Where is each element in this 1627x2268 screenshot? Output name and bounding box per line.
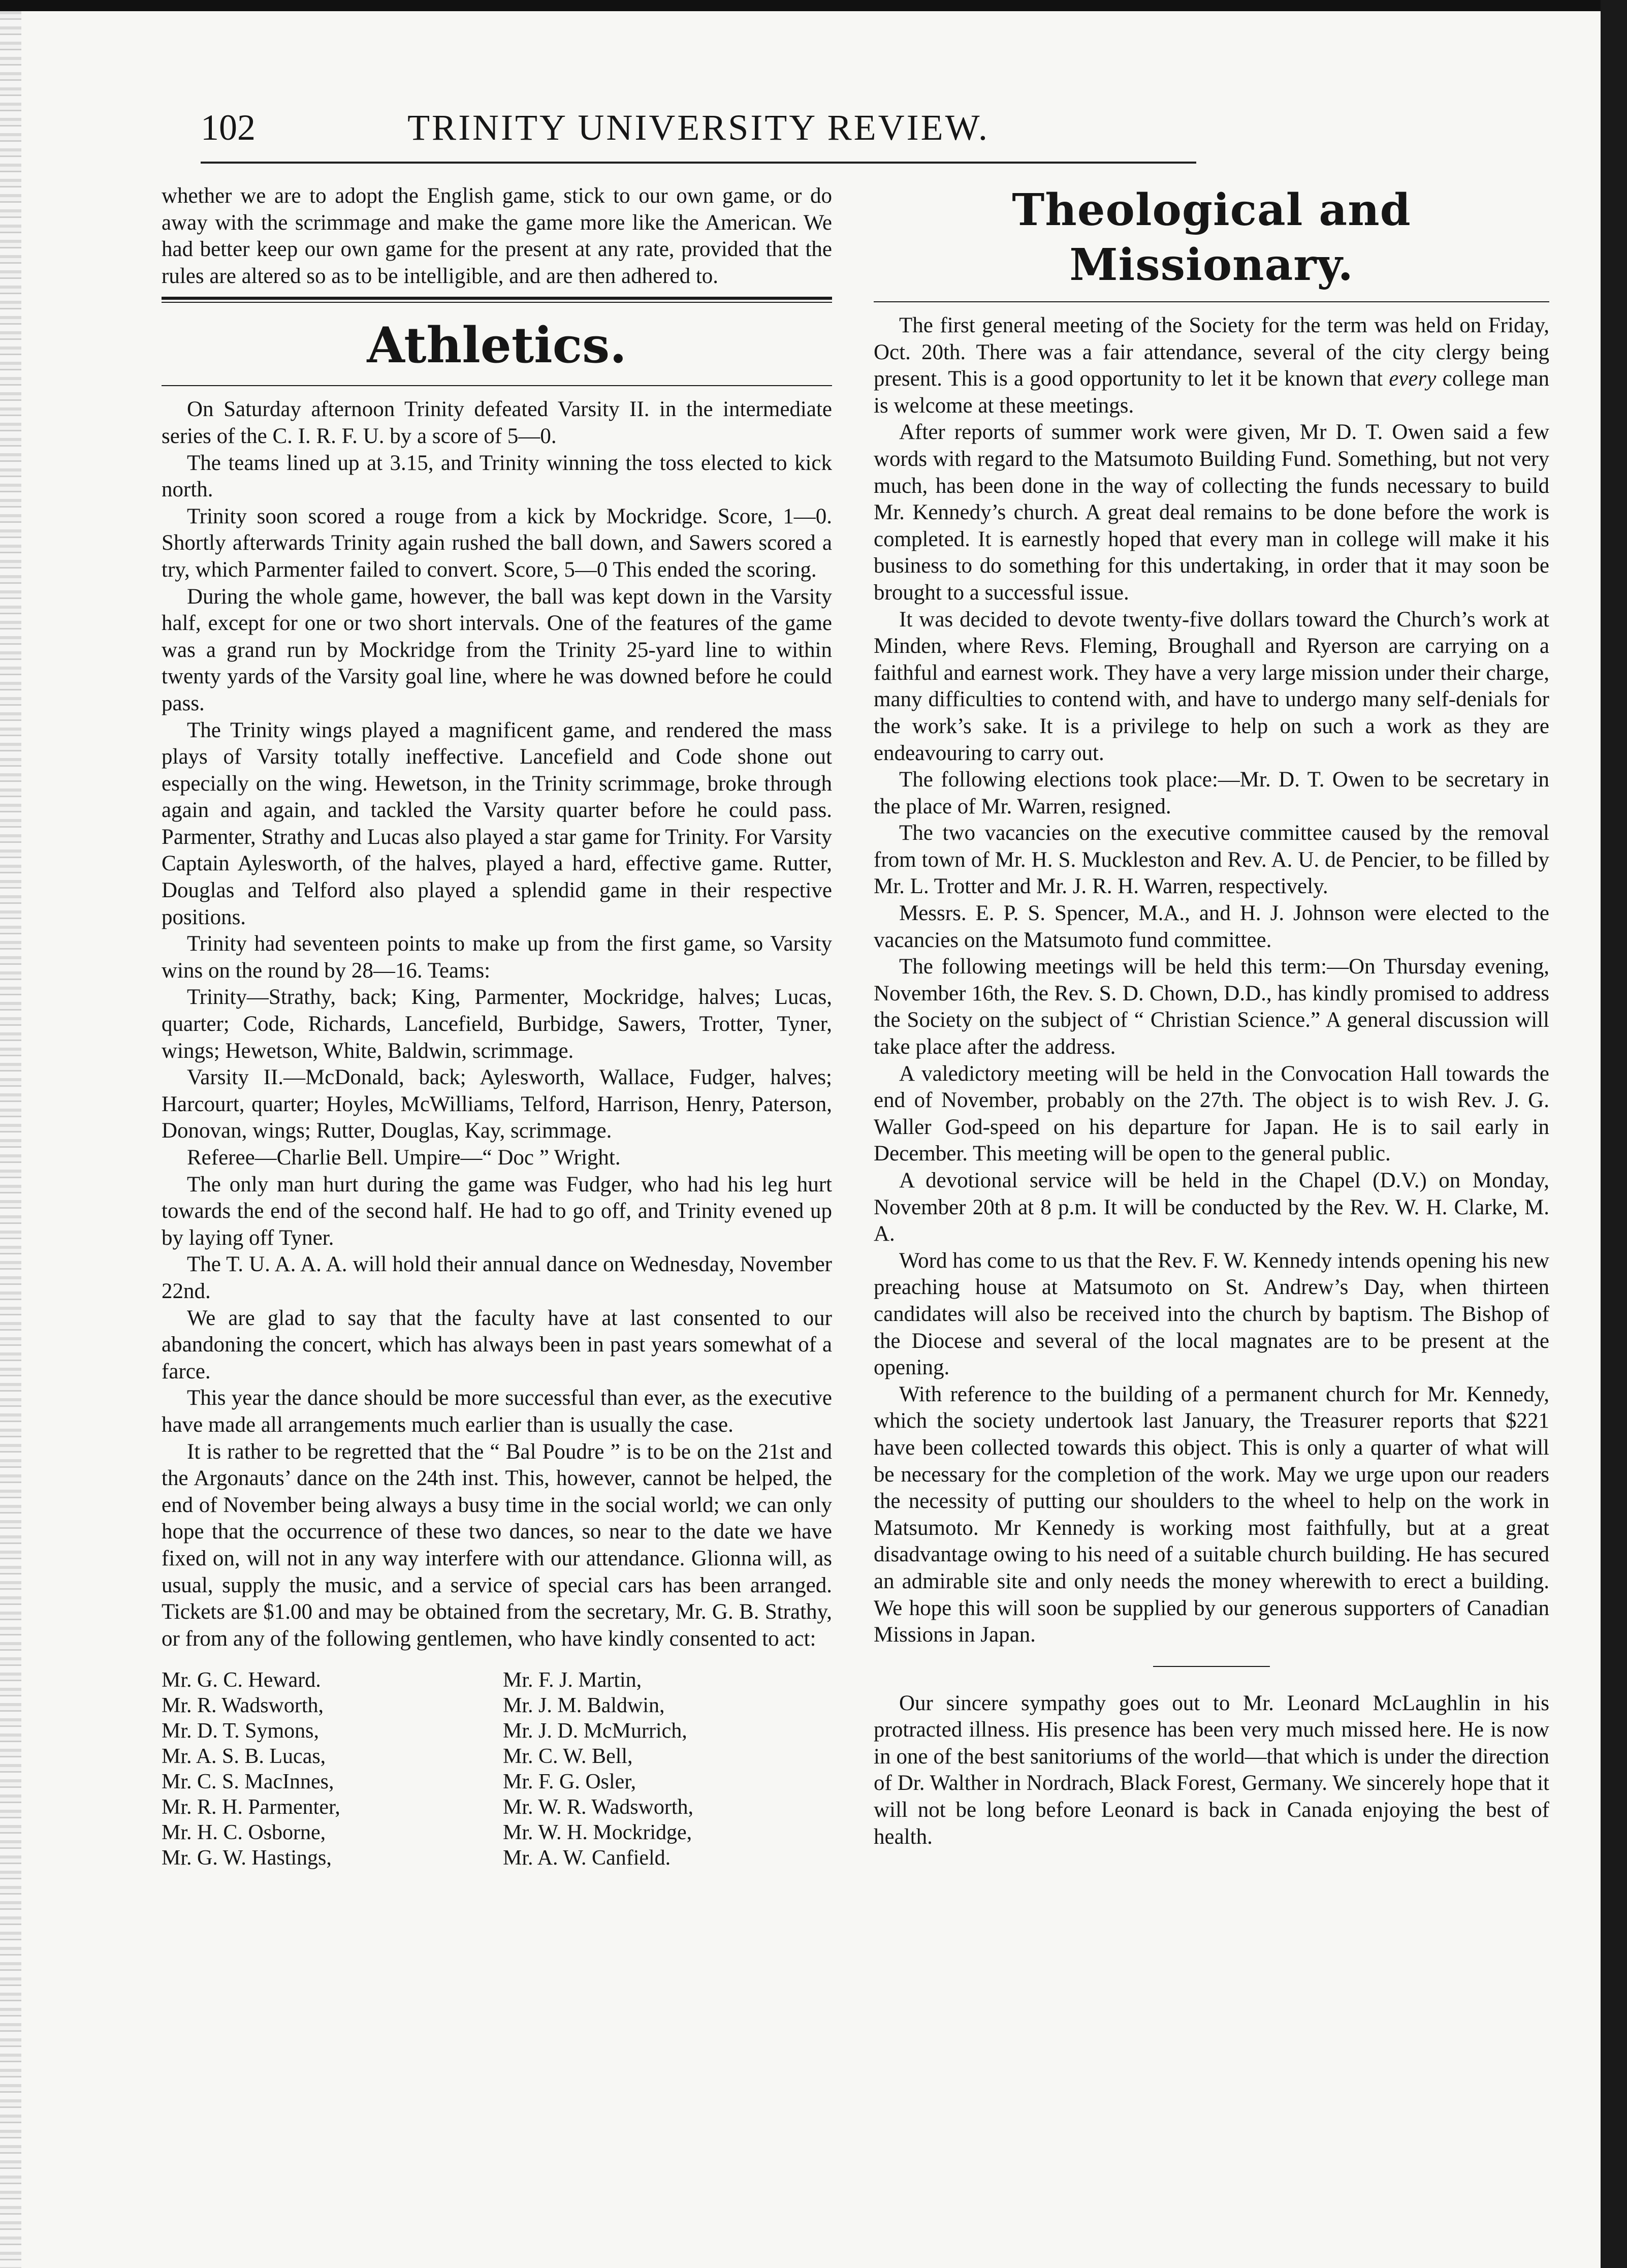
theological-paragraph: [874, 312, 1549, 419]
list-item: Mr. G. C. Heward.: [162, 1668, 321, 1692]
right-edge-rule: [1601, 0, 1627, 2268]
list-item: Mr. R. H. Parmenter,: [162, 1796, 340, 1819]
athletics-paragraph: The Trinity wings played a magnificent game, and rendered the mass plays of Varsity totally ineffective. Lancefield and Code shone out especially on the wing. Hewetson, in the Trinity scrimmage, broke through again and again, and tackled the Varsity quarter before he could pass. Parmenter, Strathy and Lucas also played a star game for Trinity. For Varsity Captain Aylesworth, of the halves, played a hard, effective game. Rutter, Douglas and Telford also played a splendid game in their respective positions.: [162, 718, 832, 929]
binding-edge: [0, 11, 21, 2268]
closing-paragraph: Our sincere sympathy goes out to Mr. Leonard McLaughlin in his protracted illness. His presence has been very much missed here. He is now in one of the best sanitoriums of the world—that which is under the direction of Dr. Walther in Nordrach, Black Forest, Germany. We sincerely hope that it will not be long before Leonard is back in Canada enjoying the best of health.: [874, 1691, 1549, 1849]
list-item: Mr. J. D. McMurrich,: [503, 1719, 687, 1743]
athletics-paragraph: The only man hurt during the game was Fudger, who had his leg hurt towards the end of the second half. He had to go off, and Trinity evened up by laying off Tyner.: [162, 1172, 832, 1250]
section-divider: [162, 297, 832, 303]
heading-rule: [162, 385, 832, 386]
paragraph-text: college man is welcome at these meetings.: [874, 367, 1549, 418]
theological-paragraph: The following elections took place:—Mr. D. T. Owen to be secretary in the place of Mr. Warren, resigned.: [874, 768, 1549, 818]
theological-paragraph: Messrs. E. P. S. Spencer, M.A., and H. J. Johnson were elected to the vacancies on the Matsumoto fund committee.: [874, 901, 1549, 952]
theological-paragraph: A devotional service will be held in the Chapel (D.V.) on Monday, November 20th at 8 p.m. It will be conducted by the Rev. W. H. Clarke, M. A.: [874, 1169, 1549, 1246]
right-column: [874, 183, 1549, 1850]
theological-paragraph: The following meetings will be held this term:—On Thursday evening, November 16th, the Rev. S. D. Chown, D.D., has kindly promised to address the Society on the subject of “ Christian Science.” A general discussion will take place after the address.: [874, 955, 1549, 1059]
page-number: 102: [201, 107, 256, 148]
list-item: Mr. A. W. Canfield.: [503, 1846, 671, 1870]
athletics-paragraph: We are glad to say that the faculty have at last consented to our abandoning the concert, which has always been in past years somewhat of a farce.: [162, 1306, 832, 1383]
gentlemen-list: [162, 1667, 832, 1871]
theological-paragraph: It was decided to devote twenty-five dollars toward the Church’s work at Minden, where Revs. Fleming, Broughall and Ryerson are carrying on a faithful and earnest work. They have a very large mission under their charge, many difficulties to contend with, and have to undergo many self-denials for the work’s sake. It is a privilege to help on such a work as they are endeavouring to carry out.: [874, 607, 1549, 765]
list-item: Mr. J. M. Baldwin,: [503, 1694, 665, 1718]
list-item: Mr. C. S. MacInnes,: [162, 1770, 334, 1794]
athletics-paragraph: Trinity had seventeen points to make up from the first game, so Varsity wins on the round by 28—16. Teams:: [162, 932, 832, 983]
closing-divider: [1153, 1666, 1270, 1667]
athletics-paragraph: It is rather to be regretted that the “ Bal Poudre ” is to be on the 21st and the Argonauts’ dance on the 24th inst. This, however, cannot be helped, the end of November being always a busy time in the social world; we can only hope that the occurrence of these two dances, so near to the date we have fixed on, will not in any way interfere with our attendance. Glionna will, as usual, supply the music, and a service of special cars has been arranged. Tickets are $1.00 and may be obtained from the secretary, Mr. G. B. Strathy, or from any of the following gentlemen, who have kindly consented to act:: [162, 1439, 832, 1651]
list-item: Mr. C. W. Bell,: [503, 1745, 633, 1769]
athletics-paragraph: Varsity II.—McDonald, back; Aylesworth, Wallace, Fudger, halves; Harcourt, quarter; Hoyles, McWilliams, Telford, Harrison, Henry, Paterson, Donovan, wings; Rutter, Douglas, Kay, scrimmage.: [162, 1065, 832, 1143]
heading-rule: [874, 301, 1549, 302]
athletics-paragraph: The T. U. A. A. A. will hold their annual dance on Wednesday, November 22nd.: [162, 1252, 832, 1303]
emphasis-text: every: [1389, 367, 1437, 391]
left-column: [162, 183, 832, 1871]
list-item: Mr. F. G. Osler,: [503, 1770, 636, 1794]
athletics-paragraph: This year the dance should be more successful than ever, as the executive have made all arrangements much earlier than is usually the case.: [162, 1386, 832, 1437]
list-item: Mr. F. J. Martin,: [503, 1668, 642, 1692]
theological-paragraph: After reports of summer work were given, Mr D. T. Owen said a few words with regard to the Matsumoto Building Fund. Something, but not very much, has been done in the way of collecting the funds necessary to build Mr. Kennedy’s church. A great deal remains to be done before the work is completed. It is earnestly hoped that every man in college will make it his business to do something for this undertaking, in order that it may soon be brought to a successful issue.: [874, 420, 1549, 605]
list-item: Mr. R. Wadsworth,: [162, 1694, 324, 1718]
athletics-paragraph: On Saturday afternoon Trinity defeated Varsity II. in the intermediate series of the C. I. R. F. U. by a score of 5—0.: [162, 397, 832, 448]
list-item: Mr. H. C. Osborne,: [162, 1821, 326, 1845]
list-item: Mr. G. W. Hastings,: [162, 1846, 332, 1870]
page-header: [201, 107, 1196, 152]
athletics-paragraph: Referee—Charlie Bell. Umpire—“ Doc ” Wright.: [187, 1146, 621, 1170]
running-title: TRINITY UNIVERSITY REVIEW.: [407, 107, 990, 148]
intro-paragraph: whether we are to adopt the English game, stick to our own game, or do away with the scrimmage and make the game more like the American. We had better keep our own game for the present at any rate, provided that the rules are altered so as to be intelligible, and are then adhered to.: [162, 184, 832, 288]
athletics-paragraph: Trinity soon scored a rouge from a kick by Mockridge. Score, 1—0. Shortly afterwards Trinity again rushed the ball down, and Sawers scored a try, which Parmenter failed to convert. Score, 5—0 This ended the scoring.: [162, 504, 832, 582]
athletics-paragraph: The teams lined up at 3.15, and Trinity winning the toss elected to kick north.: [162, 451, 832, 502]
theological-paragraph: A valedictory meeting will be held in the Convocation Hall towards the end of November, probably on the 27th. The object is to wish Rev. J. G. Waller God-speed on his departure for Japan. He is to sail early in December. This meeting will be open to the general public.: [874, 1061, 1549, 1166]
header-rule: [201, 162, 1196, 164]
theological-paragraph: The two vacancies on the executive committee caused by the removal from town of Mr. H. S. Muckleston and Rev. A. U. de Pencier, to be filled by Mr. L. Trotter and Mr. J. R. H. Warren, respectively.: [874, 821, 1549, 899]
athletics-paragraph: Trinity—Strathy, back; King, Parmenter, Mockridge, halves; Lucas, quarter; Code, Richards, Lancefield, Burbidge, Sawers, Trotter, Tyner, wings; Hewetson, White, Baldwin, scrimmage.: [162, 985, 832, 1063]
theological-paragraph: With reference to the building of a permanent church for Mr. Kennedy, which the society undertook last January, the Treasurer reports that $221 have been collected towards this object. This is only a quarter of what will be necessary for the completion of the work. May we urge upon our readers the necessity of putting our shoulders to the wheel to help on the work in Matsumoto. Mr Kennedy is working most faithfully, but at a great disadvantage owing to his need of a suitable church building. He has secured an admirable site and only needs the money wherewith to erect a building. We hope this will soon be supplied by our generous supporters of Canadian Missions in Japan.: [874, 1382, 1549, 1647]
list-item: Mr. W. R. Wadsworth,: [503, 1796, 694, 1819]
top-edge-rule: [0, 0, 1627, 11]
athletics-paragraph: During the whole game, however, the ball was kept down in the Varsity half, except for one or two short intervals. One of the features of the game was a grand run by Mockridge from the Trinity 25-yard line to within twenty yards of the Varsity goal line, where he was downed before he could pass.: [162, 584, 832, 715]
list-item: Mr. D. T. Symons,: [162, 1719, 319, 1743]
athletics-heading: Athletics.: [367, 317, 627, 374]
list-item: Mr. A. S. B. Lucas,: [162, 1745, 326, 1769]
paragraph-text: The first general meeting of the Society for the term was held on Friday, Oct. 20th. There was a fair attendance, several of the city clergy being present. This is a good opportunity to let it be known that: [874, 313, 1549, 391]
list-item: Mr. W. H. Mockridge,: [503, 1821, 692, 1845]
theological-paragraph: Word has come to us that the Rev. F. W. Kennedy intends opening his new preaching house at Matsumoto on St. Andrew’s Day, when thirteen candidates will also be received into the church by baptism. The Bishop of the Diocese and several of the local magnates are to be present at the opening.: [874, 1248, 1549, 1380]
theological-heading: Theological and Missionary.: [1012, 184, 1411, 291]
